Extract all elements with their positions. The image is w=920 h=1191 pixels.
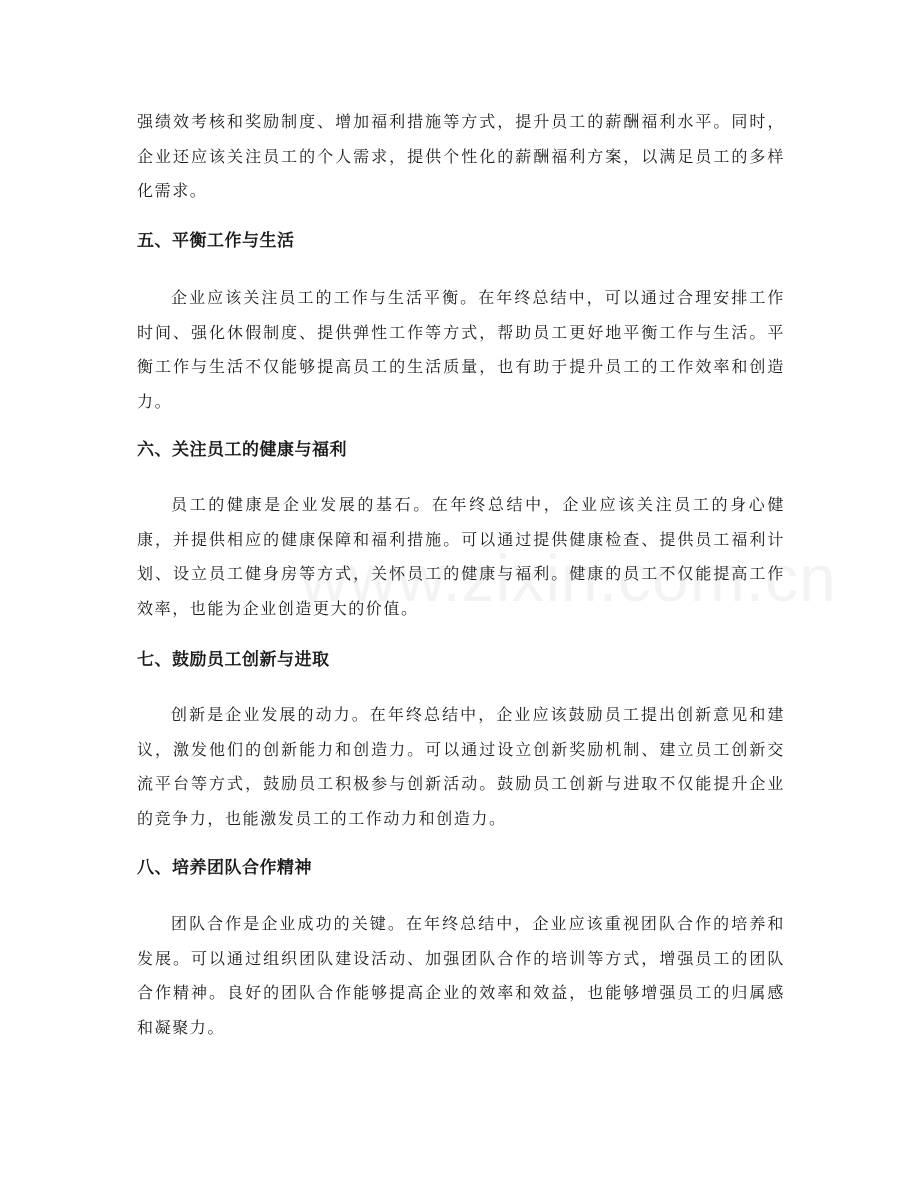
section-body-5: 企业应该关注员工的工作与生活平衡。在年终总结中，可以通过合理安排工作时间、强化休假制度、提供弹性工作等方式，帮助员工更好地平衡工作与生活。平衡工作与生活不仅能够提高员工的生活质量，也有助于提升员工的工作效率和创造力。 [137,288,785,411]
section-heading-7: 七、鼓励员工创新与进取 [137,650,330,670]
intro-paragraph: 强绩效考核和奖励制度、增加福利措施等方式，提升员工的薪酬福利水平。同时，企业还应该关注员工的个人需求，提供个性化的薪酬福利方案，以满足员工的多样化需求。 [137,112,785,200]
section-body-7: 创新是企业发展的动力。在年终总结中，企业应该鼓励员工提出创新意见和建议，激发他们的创新能力和创造力。可以通过设立创新奖励机制、建立员工创新交流平台等方式，鼓励员工积极参与创新活动。鼓励员工创新与进取不仅能提升企业的竞争力，也能激发员工的工作动力和创造力。 [137,705,785,828]
section-body-6: 员工的健康是企业发展的基石。在年终总结中，企业应该关注员工的身心健康，并提供相应的健康保障和福利措施。可以通过提供健康检查、提供员工福利计划、设立员工健身房等方式，关怀员工的健康与福利。健康的员工不仅能提高工作效率，也能为企业创造更大的价值。 [137,495,785,618]
section-body-8: 团队合作是企业成功的关键。在年终总结中，企业应该重视团队合作的培养和发展。可以通过组织团队建设活动、加强团队合作的培训等方式，增强员工的团队合作精神。良好的团队合作能够提高企业的效率和效益，也能够增强员工的归属感和凝聚力。 [137,914,785,1037]
section-heading-6: 六、关注员工的健康与福利 [137,440,347,460]
section-heading-5: 五、平衡工作与生活 [137,231,295,251]
section-heading-8: 八、培养团队合作精神 [137,858,312,878]
